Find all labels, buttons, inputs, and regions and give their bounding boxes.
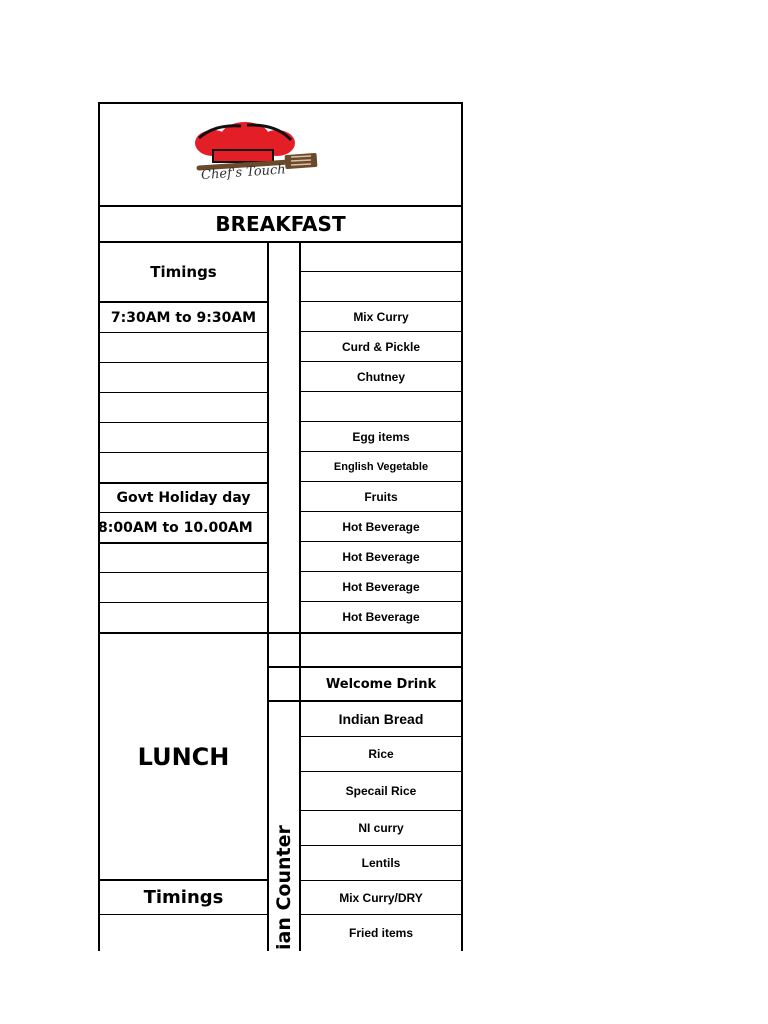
breakfast-title: BREAKFAST [215,212,346,236]
list-item: Rice [301,737,461,772]
list-item: Hot Beverage [301,542,461,572]
indian-counter-label: ian Counter [273,825,295,950]
list-item: Chutney [301,362,461,392]
list-item [301,392,461,422]
list-item: NI curry [301,811,461,846]
list-item: Lentils [301,846,461,881]
counter-label-wrapper [269,702,299,951]
list-item: Welcome Drink [301,668,461,702]
list-item: Fruits [301,482,461,512]
logo-brand-text: Chef's Touch [200,162,287,184]
list-item: Hot Beverage [301,572,461,602]
list-item: Mix Curry/DRY [301,881,461,915]
list-item [301,272,461,302]
breakfast-timings-value: 7:30AM to 9:30AM [110,309,257,326]
lunch-title: LUNCH [137,742,230,771]
list-item [301,242,461,272]
logo [185,116,325,192]
breakfast-items-list [301,242,461,632]
list-item: Mix Curry [301,302,461,332]
breakfast-timings-label: Timings [150,263,217,281]
list-item: Indian Bread [301,702,461,737]
list-item: Specail Rice [301,772,461,811]
list-item: Fried items [348,926,414,940]
lunch-items-list [301,634,461,951]
list-item [301,634,461,668]
list-item: English Vegetable [301,452,461,482]
list-item: Hot Beverage [342,610,420,624]
list-item: Curd & Pickle [301,332,461,362]
holiday-label: Govt Holiday day [116,490,251,506]
holiday-timings-value: 8:00AM to 10.00AM [98,519,253,536]
list-item: Hot Beverage [301,512,461,542]
list-item: Egg items [301,422,461,452]
lunch-timings-label: Timings [143,887,224,908]
